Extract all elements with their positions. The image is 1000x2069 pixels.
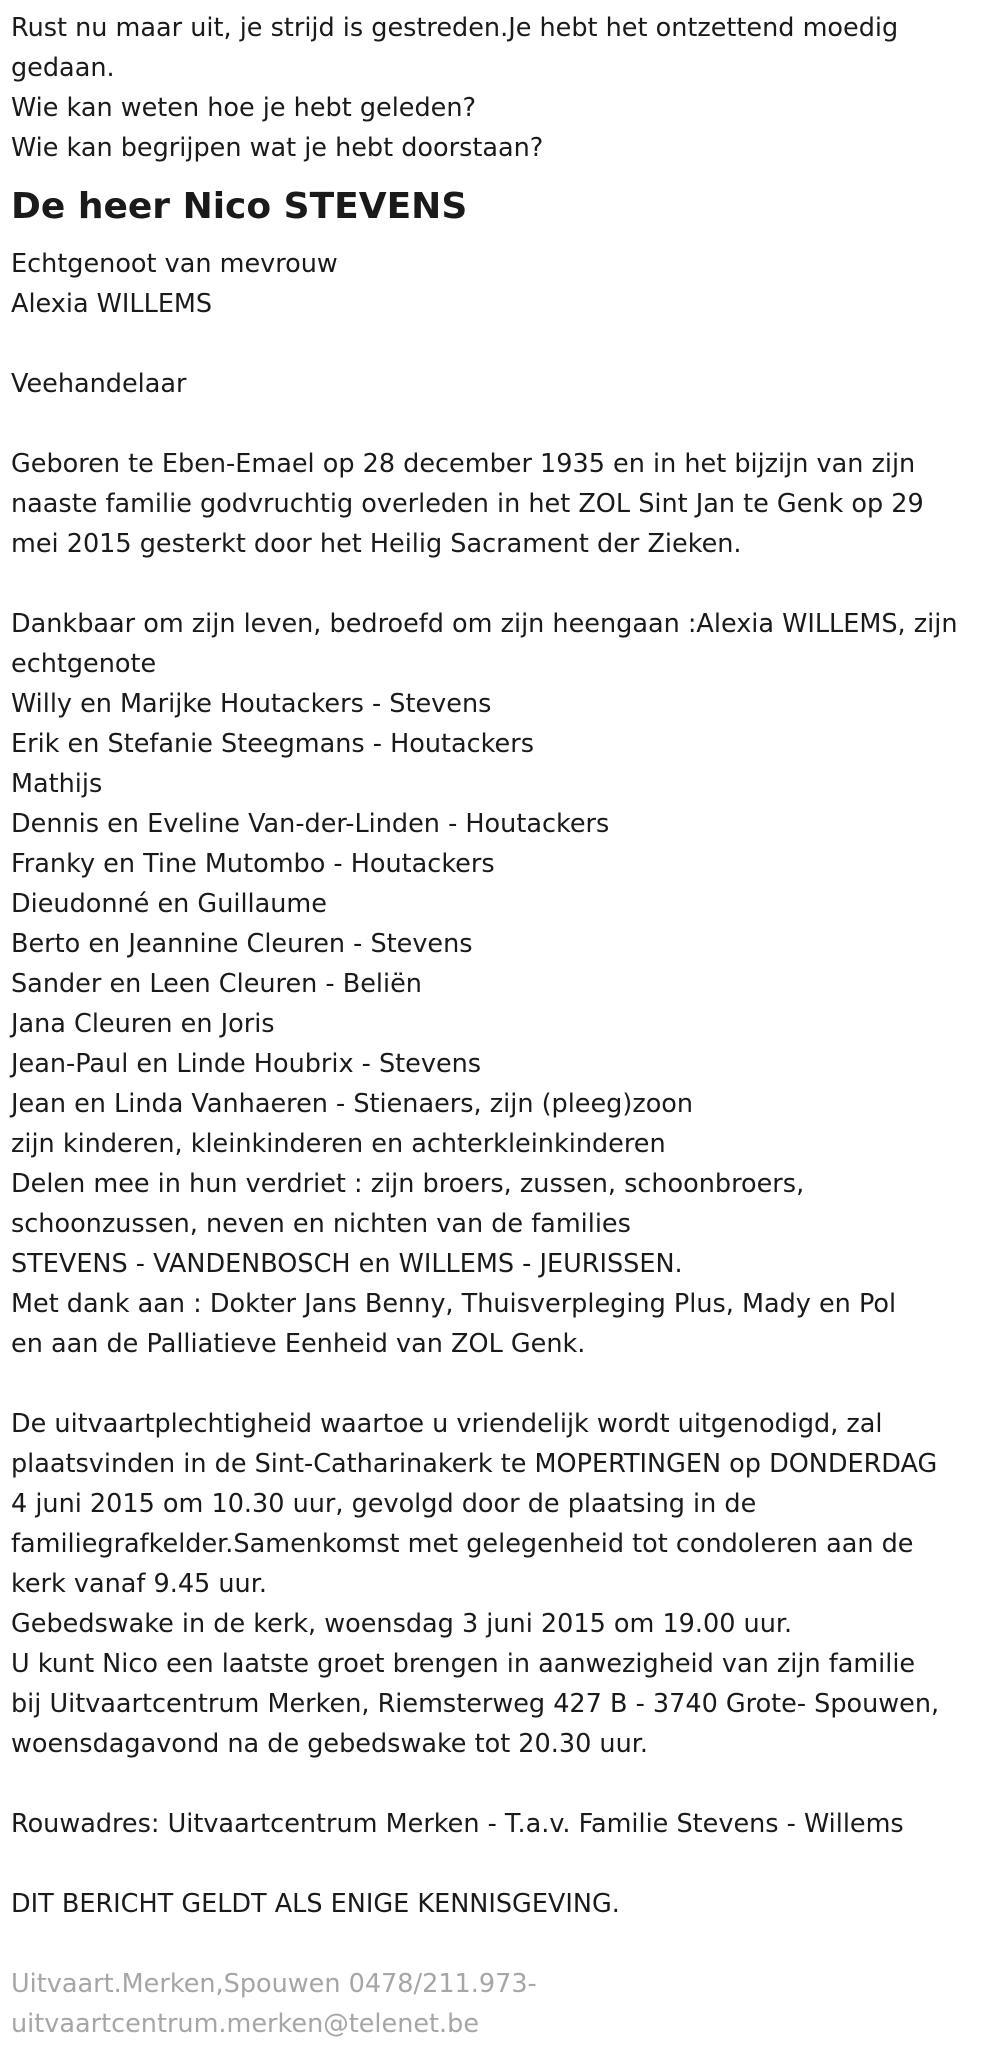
spouse-line: Echtgenoot van mevrouw xyxy=(11,249,338,279)
paragraph-line: mei 2015 gesterkt door het Heilig Sacrament der Zieken. xyxy=(11,529,742,559)
ceremony-line: plaatsvinden in de Sint-Catharinakerk te MOPERTINGEN op DONDERDAG xyxy=(11,1449,938,1479)
ceremony-line: bij Uitvaartcentrum Merken, Riemsterweg 427 B - 3740 Grote- Spouwen, xyxy=(11,1689,940,1719)
spouse-info xyxy=(11,244,991,324)
spacer xyxy=(11,1364,991,1404)
family-line: Jean en Linda Vanhaeren - Stienaers, zijn (pleeg)zoon xyxy=(11,1089,694,1119)
paragraph-line: naaste familie godvruchtig overleden in het ZOL Sint Jan te Genk op 29 xyxy=(11,489,924,519)
spacer xyxy=(11,1764,991,1804)
family-line: Willy en Marijke Houtackers - Stevens xyxy=(11,689,492,719)
family-line: Dieudonné en Guillaume xyxy=(11,889,327,919)
spacer xyxy=(11,324,991,364)
family-line: STEVENS - VANDENBOSCH en WILLEMS - JEURISSEN. xyxy=(11,1249,683,1279)
contact-email: uitvaartcentrum.merken@telenet.be xyxy=(11,2009,480,2039)
ceremony-line: familiegrafkelder.Samenkomst met gelegenheid tot condoleren aan de xyxy=(11,1529,914,1559)
family-line: zijn kinderen, kleinkinderen en achterkleinkinderen xyxy=(11,1129,666,1159)
family-list xyxy=(11,604,991,1364)
family-line: Franky en Tine Mutombo - Houtackers xyxy=(11,849,495,879)
ceremony-paragraph xyxy=(11,1404,991,1764)
paragraph-line: Geboren te Eben-Emael op 28 december 1935 en in het bijzijn van zijn xyxy=(11,449,916,479)
family-line: Delen mee in hun verdriet : zijn broers, zussen, schoonbroers, xyxy=(11,1169,805,1199)
family-line: Dankbaar om zijn leven, bedroefd om zijn heengaan :Alexia WILLEMS, zijn xyxy=(11,609,958,639)
deceased-name: De heer Nico STEVENS xyxy=(11,186,468,227)
ceremony-line: U kunt Nico een laatste groet brengen in aanwezigheid van zijn familie xyxy=(11,1649,916,1679)
ceremony-line: De uitvaartplechtigheid waartoe u vriendelijk wordt uitgenodigd, zal xyxy=(11,1409,883,1439)
ceremony-line: 4 juni 2015 om 10.30 uur, gevolgd door de plaatsing in de xyxy=(11,1489,757,1519)
spacer xyxy=(11,1844,991,1884)
family-line: en aan de Palliatieve Eenheid van ZOL Genk. xyxy=(11,1329,586,1359)
poem-line: Rust nu maar uit, je strijd is gestreden.Je hebt het ontzettend moedig xyxy=(11,13,899,43)
family-line: Berto en Jeannine Cleuren - Stevens xyxy=(11,929,473,959)
poem-line: Wie kan begrijpen wat je hebt doorstaan? xyxy=(11,133,544,163)
family-line: Met dank aan : Dokter Jans Benny, Thuisverpleging Plus, Mady en Pol xyxy=(11,1289,897,1319)
spacer xyxy=(11,564,991,604)
ceremony-line: Gebedswake in de kerk, woensdag 3 juni 2015 om 19.00 uur. xyxy=(11,1609,793,1639)
ceremony-line: kerk vanaf 9.45 uur. xyxy=(11,1569,267,1599)
poem xyxy=(11,8,991,168)
obituary-notice xyxy=(11,8,991,2044)
contact-line: Uitvaart.Merken,Spouwen 0478/211.973- xyxy=(11,1969,537,1999)
family-line: Erik en Stefanie Steegmans - Houtackers xyxy=(11,729,534,759)
spacer xyxy=(11,404,991,444)
family-line: Mathijs xyxy=(11,769,103,799)
family-line: Dennis en Eveline Van-der-Linden - Houtackers xyxy=(11,809,610,839)
notice-statement: DIT BERICHT GELDT ALS ENIGE KENNISGEVING. xyxy=(11,1889,620,1919)
spacer xyxy=(11,1924,991,1964)
occupation: Veehandelaar xyxy=(11,369,187,399)
family-line: Sander en Leen Cleuren - Beliën xyxy=(11,969,422,999)
spouse-name: Alexia WILLEMS xyxy=(11,289,213,319)
ceremony-line: woensdagavond na de gebedswake tot 20.30 uur. xyxy=(11,1729,648,1759)
poem-line: gedaan. xyxy=(11,53,115,83)
family-line: schoonzussen, neven en nichten van de families xyxy=(11,1209,631,1239)
family-line: Jana Cleuren en Joris xyxy=(11,1009,275,1039)
family-line: echtgenote xyxy=(11,649,157,679)
family-line: Jean-Paul en Linde Houbrix - Stevens xyxy=(11,1049,482,1079)
poem-line: Wie kan weten hoe je hebt geleden? xyxy=(11,93,477,123)
mourning-address: Rouwadres: Uitvaartcentrum Merken - T.a.v. Familie Stevens - Willems xyxy=(11,1809,904,1839)
funeral-home-contact xyxy=(11,1964,991,2044)
birth-death-paragraph xyxy=(11,444,991,564)
